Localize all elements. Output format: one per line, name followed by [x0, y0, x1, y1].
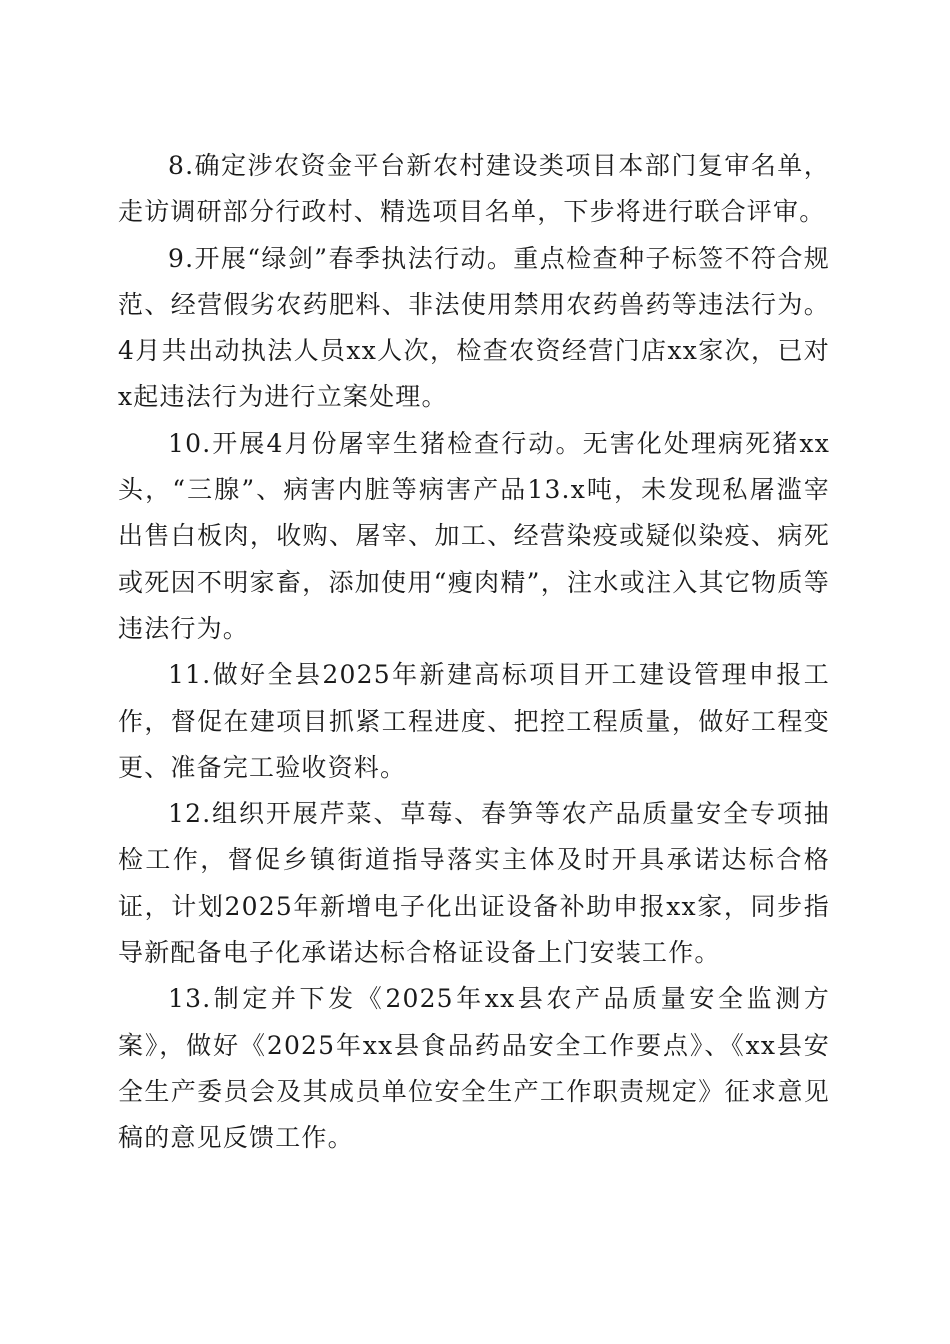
document-body [118, 143, 830, 1162]
paragraph-item-11: 11.做好全县2025年新建高标项目开工建设管理申报工作，督促在建项目抓紧工程进度、把控工程质量，做好工程变更、准备完工验收资料。 [118, 660, 830, 782]
paragraph-item-8: 8.确定涉农资金平台新农村建设类项目本部门复审名单，走访调研部分行政村、精选项目名单，下步将进行联合评审。 [118, 151, 830, 227]
paragraph-item-10: 10.开展4月份屠宰生猪检查行动。无害化处理病死猪xx头，“三腺”、病害内脏等病害产品13.x吨，未发现私屠滥宰出售白板肉，收购、屠宰、加工、经营染疫或疑似染疫、病死或死因不明家畜，添加使用“瘦肉精”，注水或注入其它物质等违法行为。 [118, 428, 830, 643]
paragraph-item-12: 12.组织开展芹菜、草莓、春笋等农产品质量安全专项抽检工作，督促乡镇街道指导落实主体及时开具承诺达标合格证，计划2025年新增电子化出证设备补助申报xx家，同步指导新配备电子化承诺达标合格证设备上门安装工作。 [118, 799, 830, 968]
paragraph-item-9: 9.开展“绿剑”春季执法行动。重点检查种子标签不符合规范、经营假劣农药肥料、非法使用禁用农药兽药等违法行为。4月共出动执法人员xx人次，检查农资经营门店xx家次，已对x起违法行为进行立案处理。 [118, 243, 830, 412]
paragraph-item-13: 13.制定并下发《2025年xx县农产品质量安全监测方案》，做好《2025年xx县食品药品安全工作要点》、《xx县安全生产委员会及其成员单位安全生产工作职责规定》征求意见稿的意见反馈工作。 [118, 984, 830, 1153]
